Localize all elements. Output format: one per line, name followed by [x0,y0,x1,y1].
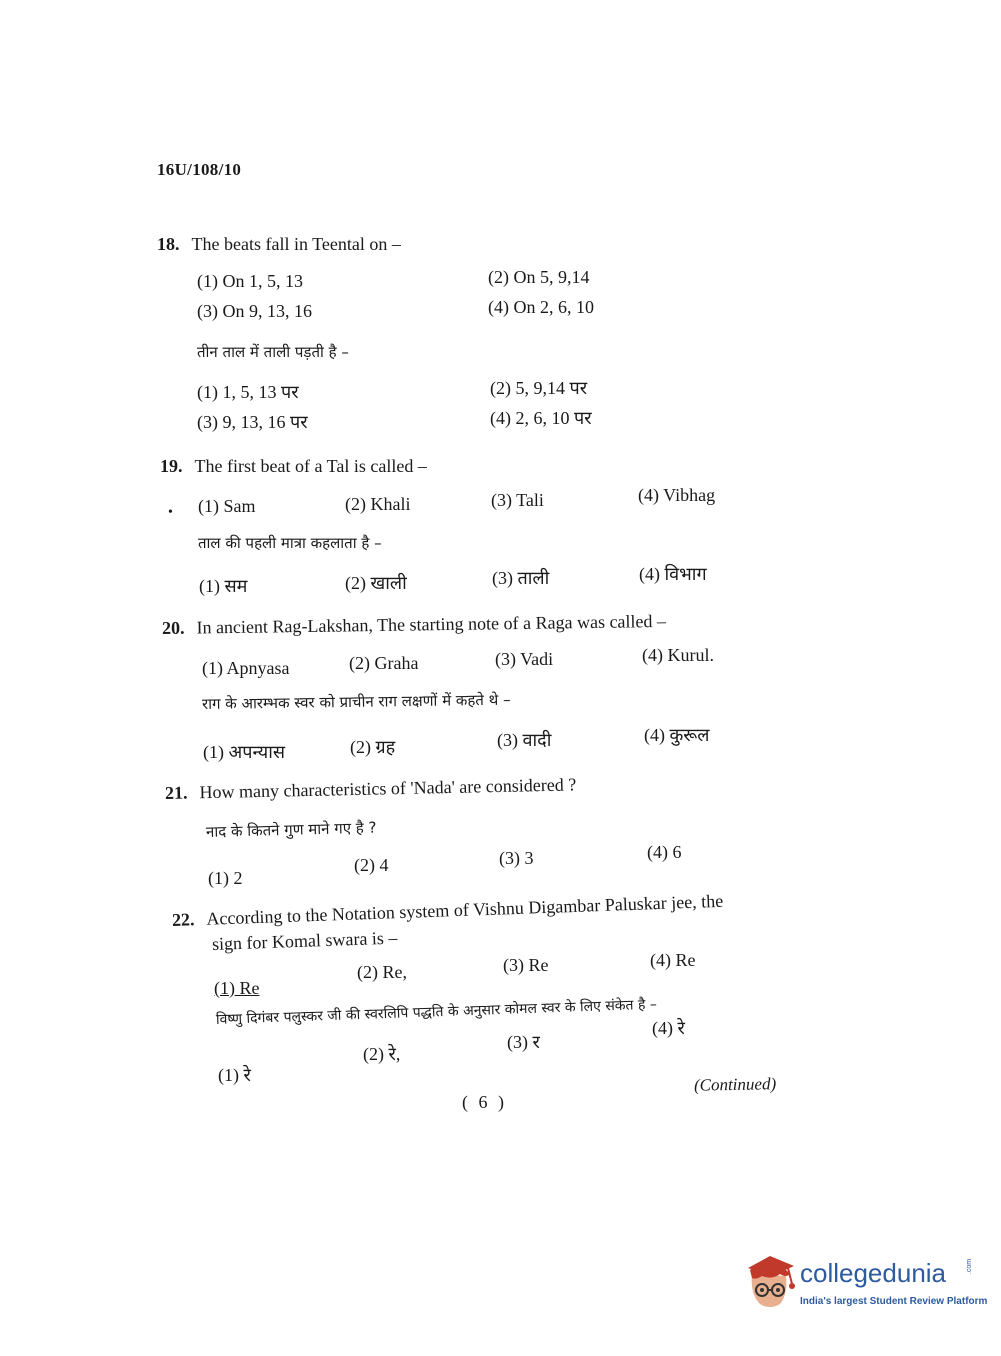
option: (3) Vadi [495,649,554,669]
option-hindi: (2) खाली [345,573,407,593]
option-hindi: (3) 9, 13, 16 पर [197,412,308,432]
brand-name: collegedunia [800,1258,947,1288]
option-hindi: (3) ताली [492,568,550,588]
question-text-hindi: राग के आरम्भक स्वर को प्राचीन राग लक्षणों में कहते थे – [201,690,511,713]
option-hindi: (1) अपन्यास [203,742,286,762]
option-hindi: (2) ग्रह [350,737,396,757]
question-22 [172,891,724,931]
option: (4) On 2, 6, 10 [488,297,594,317]
option: (1) On 1, 5, 13 [197,271,303,291]
option-hindi: (3) र [507,1032,540,1052]
option: (2) 4 [354,855,389,875]
option: (4) 6 [647,842,682,862]
option: (4) Kurul. [642,645,714,665]
option: (3) 3 [499,848,534,868]
brand-suffix: .com [966,1258,974,1275]
question-text: In ancient Rag-Lakshan, The starting note of a Raga was called – [196,610,667,638]
option: (2) Re, [357,962,407,982]
option: (3) On 9, 13, 16 [197,301,312,321]
option: (1) Re [214,978,260,998]
question-20 [162,611,666,639]
option-hindi: (1) रे [218,1065,251,1085]
question-19 [160,456,427,477]
option: (2) Graha [349,653,419,673]
page-number: ( 6 ) [462,1092,507,1112]
option-hindi: (4) विभाग [639,564,707,584]
question-number: 21. [164,782,188,803]
option: (4) Vibhag [638,485,716,505]
question-text-hindi: विष्णु दिगंबर पलुस्कर जी की स्वरलिपि पद्धति के अनुसार कोमल स्वर के लिए संकेत है – [215,996,658,1028]
brand-tagline: India's largest Student Review Platform [800,1296,988,1307]
question-text-hindi: तीन ताल में ताली पड़ती है – [197,343,349,361]
stray-mark: • [168,505,173,520]
question-text-line2: sign for Komal swara is – [211,927,398,954]
option: (1) Apnyasa [202,658,290,678]
option-hindi: (4) 2, 6, 10 पर [490,408,592,428]
question-number: 20. [161,617,185,638]
paper-code: 16U/108/10 [157,160,242,179]
option-hindi: (4) कुरूल [644,725,710,745]
option: (2) Khali [345,494,411,514]
mascot-icon [742,1250,798,1312]
question-text-hindi: ताल की पहली मात्रा कहलाता है – [198,534,382,552]
option-hindi: (4) रे [652,1018,685,1038]
question-21 [165,774,577,804]
question-text: The first beat of a Tal is called – [194,456,427,476]
question-text-hindi: नाद के कितने गुण माने गए है ? [205,818,377,841]
continued-label: (Continued) [693,1074,777,1095]
question-18 [157,234,401,255]
question-text: How many characteristics of 'Nada' are considered ? [199,774,577,803]
question-number: 19. [160,456,183,476]
option: (4) Re [650,950,696,970]
option: (2) On 5, 9,14 [488,267,590,287]
collegedunia-logo [742,1250,988,1320]
option: (1) 2 [208,868,243,888]
question-text: The beats fall in Teental on – [191,234,401,254]
question-number: 22. [171,909,195,930]
option-hindi: (1) सम [199,576,248,596]
option-hindi: (2) रे, [363,1044,401,1064]
option: (1) Sam [198,496,256,516]
option-hindi: (1) 1, 5, 13 पर [197,382,299,402]
option: (3) Re [503,955,549,975]
option: (3) Tali [491,490,544,510]
option-hindi: (3) वादी [497,730,552,750]
option-hindi: (2) 5, 9,14 पर [490,378,588,398]
question-text: According to the Notation system of Vishnu Digambar Paluskar jee, the [206,890,724,929]
question-number: 18. [157,234,180,254]
